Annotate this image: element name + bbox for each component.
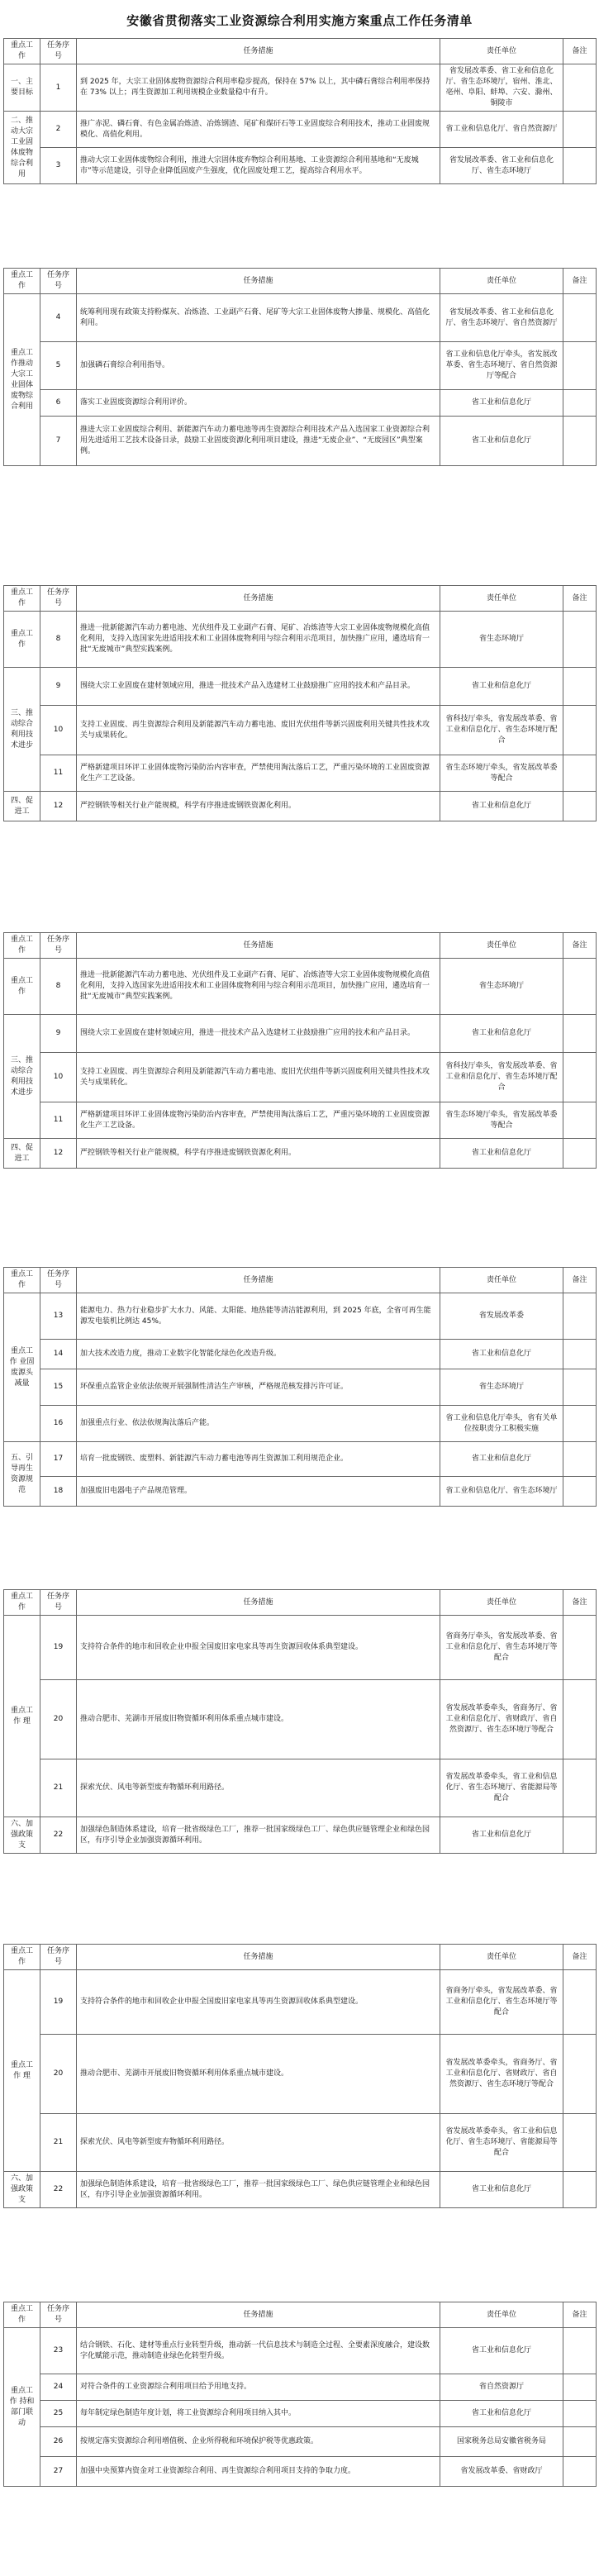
row-unit: 省科技厅牵头，省发展改革委、省工业和信息化厅、省生态环境厅配合	[440, 706, 563, 755]
row-task: 支持符合条件的地市和回收企业申报全国废旧家电家具等再生资源回收体系典型建设。	[77, 1970, 440, 2035]
header-cat: 重点工作	[4, 39, 40, 64]
row-note	[563, 294, 597, 342]
row-note	[563, 1015, 597, 1053]
row-note	[563, 417, 597, 466]
row-unit: 省工业和信息化厅、省生态环境厅	[440, 1477, 563, 1507]
row-category: 四、促进工	[4, 1139, 40, 1169]
header-unit: 责任单位	[440, 1945, 563, 1970]
row-task: 推广赤泥、磷石膏、有色金属冶炼渣、冶炼钢渣、尾矿和煤矸石等工业固废综合利用技术，推动工业固废规模化、高值化利用。	[77, 112, 440, 148]
row-category: 重点工作 业固废源头减量	[4, 1293, 40, 1442]
table-row	[4, 1477, 597, 1507]
row-unit: 省生态环境厅	[440, 1369, 563, 1406]
row-number: 21	[40, 2114, 77, 2172]
row-note	[563, 1406, 597, 1442]
row-task: 推进一批新能源汽车动力蓄电池、光伏组件及工业副产石膏、尾矿、冶炼渣等大宗工业固体废物规模化高值化利用，支持入选国家先进适用技术和工业固体废物利用与综合利用示范项目，加快推广应用，遴选培育一批“无废城市”典型实践案例。	[77, 959, 440, 1015]
table-row	[4, 706, 597, 755]
row-category: 六、加强政策支	[4, 1817, 40, 1854]
row-task: 加强磷石膏综合利用指导。	[77, 342, 440, 390]
header-task: 任务措施	[77, 1590, 440, 1616]
row-task: 结合钢铁、石化、建材等重点行业转型升级，推动新一代信息技术与制造全过程、全要素深度融合，建设数字化赋能示范，推动制造业绿色化转型升级。	[77, 2328, 440, 2374]
row-note	[563, 1680, 597, 1759]
table-row	[4, 2035, 597, 2114]
table-row	[4, 1139, 597, 1169]
header-num: 任务序号	[40, 2302, 77, 2328]
header-unit: 责任单位	[440, 39, 563, 64]
header-num: 任务序号	[40, 1268, 77, 1293]
row-category: 四、促进工	[4, 792, 40, 821]
row-unit: 省生态环境厅牵头，省发展改革委等配合	[440, 1102, 563, 1139]
table-row	[4, 2401, 597, 2427]
header-note: 备注	[563, 2302, 597, 2328]
table-row	[4, 792, 597, 821]
row-category: 一、主要目标	[4, 64, 40, 112]
row-task: 严格新建项目环评工业固体废物污染防治内容审查，严禁使用淘汰落后工艺，严重污染环境的工业固废资源化生产工艺设备。	[77, 755, 440, 792]
table-row	[4, 2427, 597, 2457]
header-unit: 责任单位	[440, 1268, 563, 1293]
table-row	[4, 1406, 597, 1442]
row-note	[563, 112, 597, 148]
row-task: 推动合肥市、芜湖市开展废旧物资循环利用体系重点城市建设。	[77, 2035, 440, 2114]
row-note	[563, 1442, 597, 1477]
header-row	[4, 1590, 597, 1616]
header-unit: 责任单位	[440, 1590, 563, 1616]
row-unit: 省生态环境厅	[440, 612, 563, 668]
row-unit: 省工业和信息化厅	[440, 668, 563, 706]
row-task: 加强绿色制造体系建设，培育一批省级绿色工厂，推荐一批国家级绿色工厂、绿色供应链管理企业和绿色园区，有序引导企业加强资源循环利用。	[77, 2172, 440, 2208]
row-unit: 省工业和信息化厅	[440, 390, 563, 417]
row-note	[563, 390, 597, 417]
table-row	[4, 755, 597, 792]
table-row	[4, 1102, 597, 1139]
row-unit: 省发展改革委、省财政厅	[440, 2457, 563, 2487]
row-task: 探索光伏、风电等新型废弃物循环利用路径。	[77, 2114, 440, 2172]
table-row	[4, 112, 597, 148]
header-task: 任务措施	[77, 586, 440, 612]
row-task: 加强废旧电器电子产品规范管理。	[77, 1477, 440, 1507]
row-task: 按规定落实资源综合利用增值税、企业所得税和环境保护税等优惠政策。	[77, 2427, 440, 2457]
table-row	[4, 2374, 597, 2401]
table-row	[4, 2114, 597, 2172]
row-unit: 省工业和信息化厅、省自然资源厅	[440, 112, 563, 148]
row-task: 支持符合条件的地市和回收企业申报全国废旧家电家具等再生资源回收体系典型建设。	[77, 1616, 440, 1680]
header-cat: 重点工作	[4, 1590, 40, 1616]
row-unit: 国家税务总局安徽省税务局	[440, 2427, 563, 2457]
row-task: 推进一批新能源汽车动力蓄电池、光伏组件及工业副产石膏、尾矿、冶炼渣等大宗工业固体废物规模化高值化利用，支持入选国家先进适用技术和工业固体废物利用与综合利用示范项目，加快推广应用，遴选培育一批“无废城市”典型实践案例。	[77, 612, 440, 668]
row-unit: 省工业和信息化厅	[440, 417, 563, 466]
header-num: 任务序号	[40, 1590, 77, 1616]
row-note	[563, 792, 597, 821]
header-unit: 责任单位	[440, 933, 563, 959]
table-row	[4, 1369, 597, 1406]
task-table	[3, 1267, 597, 1507]
header-row	[4, 1945, 597, 1970]
table-segment-5	[3, 1267, 596, 1507]
header-num: 任务序号	[40, 586, 77, 612]
task-table	[3, 585, 597, 821]
row-unit: 省工业和信息化厅	[440, 1817, 563, 1854]
row-unit: 省工业和信息化厅	[440, 2401, 563, 2427]
table-row	[4, 1817, 597, 1854]
row-unit: 省工业和信息化厅	[440, 2328, 563, 2374]
task-table	[3, 38, 597, 184]
row-unit: 省工业和信息化厅	[440, 1139, 563, 1169]
row-category: 五、引导再生资源规范	[4, 1442, 40, 1507]
row-category: 重点工作 理	[4, 1616, 40, 1817]
row-note	[563, 706, 597, 755]
row-category: 重点工作	[4, 612, 40, 668]
row-task: 能源电力、热力行业稳步扩大水力、风能、太阳能、地热能等清洁能源利用，到 2025 年底，全省可再生能源发电装机比例达 45%。	[77, 1293, 440, 1340]
header-cat: 重点工作	[4, 269, 40, 294]
task-table	[3, 1944, 597, 2208]
table-row	[4, 1759, 597, 1817]
row-task: 推进大宗工业固废综合利用、新能源汽车动力蓄电池等再生资源综合利用技术产品入选国家工业资源综合利用先进适用工艺技术设备目录，鼓励工业固废资源化利用项目建设，推进“无废企业”、“无废园区”典型案例。	[77, 417, 440, 466]
header-note: 备注	[563, 1590, 597, 1616]
row-task: 推动大宗工业固体废物综合利用，推进大宗固体废弃物综合利用基地、工业资源综合利用基地和“无废城市”等示范建设，引导企业降低固废产生强度，优化固废处理工艺，提高综合利用水平。	[77, 148, 440, 184]
row-category: 六、加强政策支	[4, 2172, 40, 2208]
task-table	[3, 2302, 597, 2487]
row-unit: 省工业和信息化厅牵头，省有关单位按职责分工积极实施	[440, 1406, 563, 1442]
row-note	[563, 1477, 597, 1507]
row-note	[563, 2457, 597, 2487]
row-number: 14	[40, 1340, 77, 1369]
row-note	[563, 64, 597, 112]
header-task: 任务措施	[77, 39, 440, 64]
row-note	[563, 1759, 597, 1817]
header-cat: 重点工作	[4, 586, 40, 612]
row-number: 27	[40, 2457, 77, 2487]
row-number: 13	[40, 1293, 77, 1340]
row-number: 20	[40, 2035, 77, 2114]
header-note: 备注	[563, 269, 597, 294]
table-row	[4, 148, 597, 184]
row-number: 19	[40, 1970, 77, 2035]
row-number: 11	[40, 755, 77, 792]
row-unit: 省发展改革委	[440, 1293, 563, 1340]
row-unit: 省工业和信息化厅牵头，省发展改革委、省生态环境厅、省自然资源厅等配合	[440, 342, 563, 390]
header-row	[4, 586, 597, 612]
row-note	[563, 1102, 597, 1139]
row-task: 推动合肥市、芜湖市开展废旧物资循环利用体系重点城市建设。	[77, 1680, 440, 1759]
header-row	[4, 39, 597, 64]
row-number: 3	[40, 148, 77, 184]
row-number: 9	[40, 668, 77, 706]
row-task: 统筹利用现有政策支持粉煤灰、冶炼渣、工业副产石膏、尾矿等大宗工业固体废物大掺量、规模化、高值化利用。	[77, 294, 440, 342]
table-row	[4, 668, 597, 706]
table-row	[4, 959, 597, 1015]
row-note	[563, 1139, 597, 1169]
row-number: 16	[40, 1406, 77, 1442]
row-number: 10	[40, 706, 77, 755]
table-row	[4, 2457, 597, 2487]
header-cat: 重点工作	[4, 933, 40, 959]
row-task: 严控钢铁等相关行业产能规模，科学有序推进废钢铁资源化利用。	[77, 792, 440, 821]
row-note	[563, 1053, 597, 1102]
row-task: 加强中央预算内资金对工业资源综合利用、再生资源综合利用项目支持的争取力度。	[77, 2457, 440, 2487]
row-unit: 省工业和信息化厅	[440, 1340, 563, 1369]
header-note: 备注	[563, 1268, 597, 1293]
table-row	[4, 1053, 597, 1102]
row-number: 17	[40, 1442, 77, 1477]
row-note	[563, 342, 597, 390]
row-note	[563, 1616, 597, 1680]
table-row	[4, 2172, 597, 2208]
row-number: 15	[40, 1369, 77, 1406]
row-note	[563, 668, 597, 706]
table-row	[4, 1015, 597, 1053]
row-note	[563, 2035, 597, 2114]
table-row	[4, 1616, 597, 1680]
header-row	[4, 269, 597, 294]
row-note	[563, 1970, 597, 2035]
row-number: 10	[40, 1053, 77, 1102]
row-note	[563, 1340, 597, 1369]
row-task: 围绕大宗工业固废在建材领域应用，推进一批技术产品入选建材工业鼓励推广应用的技术和产品目录。	[77, 668, 440, 706]
header-num: 任务序号	[40, 269, 77, 294]
row-task: 到 2025 年，大宗工业固体废物资源综合利用率稳步提高，保持在 57% 以上，其中磷石膏综合利用率保持在 73% 以上；再生资源加工利用规模企业数量稳中有升。	[77, 64, 440, 112]
row-number: 11	[40, 1102, 77, 1139]
header-cat: 重点工作	[4, 1268, 40, 1293]
row-task: 落实工业固废资源综合利用评价。	[77, 390, 440, 417]
row-number: 8	[40, 959, 77, 1015]
row-unit: 省商务厅牵头，省发展改革委、省工业和信息化厅、省生态环境厅等配合	[440, 1616, 563, 1680]
row-note	[563, 2328, 597, 2374]
row-note	[563, 2172, 597, 2208]
task-table	[3, 1589, 597, 1854]
table-row	[4, 1293, 597, 1340]
header-unit: 责任单位	[440, 2302, 563, 2328]
row-task: 对符合条件的工业资源综合利用项目给予用地支持。	[77, 2374, 440, 2401]
row-unit: 省发展改革委、省工业和信息化厅、省生态环境厅，宿州、淮北、亳州、阜阳、蚌埠、六安、滁州、铜陵市	[440, 64, 563, 112]
header-num: 任务序号	[40, 39, 77, 64]
row-task: 支持工业固废、再生资源综合利用及新能源汽车动力蓄电池、废旧光伏组件等新兴固废利用关键共性技术攻关与成果转化。	[77, 706, 440, 755]
header-note: 备注	[563, 933, 597, 959]
row-unit: 省发展改革委、省工业和信息化厅、省生态环境厅、省自然资源厅	[440, 294, 563, 342]
row-task: 培育一批废钢铁、废塑料、新能源汽车动力蓄电池等再生资源加工利用规范企业。	[77, 1442, 440, 1477]
row-task: 加强重点行业、依法依规淘汰落后产能。	[77, 1406, 440, 1442]
table-segment-3	[3, 585, 596, 821]
header-note: 备注	[563, 586, 597, 612]
row-number: 5	[40, 342, 77, 390]
row-unit: 省生态环境厅牵头，省发展改革委等配合	[440, 755, 563, 792]
header-task: 任务措施	[77, 1268, 440, 1293]
row-note	[563, 2427, 597, 2457]
row-task: 围绕大宗工业固废在建材领域应用，推进一批技术产品入选建材工业鼓励推广应用的技术和产品目录。	[77, 1015, 440, 1053]
row-category: 重点工作 持和部门联动	[4, 2328, 40, 2487]
table-segment-8	[3, 2302, 596, 2487]
row-number: 8	[40, 612, 77, 668]
header-task: 任务措施	[77, 933, 440, 959]
row-task: 环保重点监管企业依法依规开展强制性清洁生产审核，严格规范核发排污许可证。	[77, 1369, 440, 1406]
table-segment-4	[3, 932, 596, 1169]
row-note	[563, 1293, 597, 1340]
row-number: 22	[40, 2172, 77, 2208]
row-task: 每年制定绿色制造年度计划，将工业资源综合利用项目纳入其中。	[77, 2401, 440, 2427]
row-task: 严控钢铁等相关行业产能规模，科学有序推进废钢铁资源化利用。	[77, 1139, 440, 1169]
row-unit: 省发展改革委牵头，省工业和信息化厅、省生态环境厅、省能源局等配合	[440, 2114, 563, 2172]
table-row	[4, 417, 597, 466]
row-note	[563, 612, 597, 668]
row-category: 重点工作 理	[4, 1970, 40, 2172]
row-number: 20	[40, 1680, 77, 1759]
row-unit: 省科技厅牵头，省发展改革委、省工业和信息化厅、省生态环境厅配合	[440, 1053, 563, 1102]
row-number: 24	[40, 2374, 77, 2401]
row-number: 18	[40, 1477, 77, 1507]
table-row	[4, 294, 597, 342]
row-task: 加强绿色制造体系建设，培育一批省级绿色工厂，推荐一批国家级绿色工厂、绿色供应链管理企业和绿色园区，有序引导企业加强资源循环利用。	[77, 1817, 440, 1854]
row-note	[563, 1817, 597, 1854]
header-task: 任务措施	[77, 1945, 440, 1970]
header-unit: 责任单位	[440, 586, 563, 612]
row-number: 2	[40, 112, 77, 148]
table-segment-6	[3, 1589, 596, 1854]
row-number: 4	[40, 294, 77, 342]
row-unit: 省工业和信息化厅	[440, 2172, 563, 2208]
row-note	[563, 148, 597, 184]
table-segment-2	[3, 268, 596, 466]
row-number: 25	[40, 2401, 77, 2427]
header-num: 任务序号	[40, 1945, 77, 1970]
row-number: 9	[40, 1015, 77, 1053]
row-category: 三、推动综合利用技术进步	[4, 1015, 40, 1139]
table-row	[4, 1680, 597, 1759]
row-number: 23	[40, 2328, 77, 2374]
task-table	[3, 932, 597, 1169]
table-row	[4, 2328, 597, 2374]
row-number: 12	[40, 792, 77, 821]
row-unit: 省发展改革委、省工业和信息化厅、省生态环境厅	[440, 148, 563, 184]
header-num: 任务序号	[40, 933, 77, 959]
row-unit: 省商务厅牵头，省发展改革委、省工业和信息化厅、省生态环境厅等配合	[440, 1970, 563, 2035]
row-unit: 省工业和信息化厅	[440, 792, 563, 821]
header-cat: 重点工作	[4, 2302, 40, 2328]
row-number: 22	[40, 1817, 77, 1854]
table-row	[4, 390, 597, 417]
table-row	[4, 64, 597, 112]
row-category: 重点工作	[4, 959, 40, 1015]
row-number: 19	[40, 1616, 77, 1680]
row-number: 21	[40, 1759, 77, 1817]
row-unit: 省发展改革委牵头，省商务厅、省工业和信息化厅、省财政厅、省自然资源厅、省生态环境厅等配合	[440, 1680, 563, 1759]
row-unit: 省发展改革委牵头，省商务厅、省工业和信息化厅、省财政厅、省自然资源厅、省生态环境厅等配合	[440, 2035, 563, 2114]
row-unit: 省工业和信息化厅	[440, 1442, 563, 1477]
table-row	[4, 1970, 597, 2035]
header-task: 任务措施	[77, 269, 440, 294]
table-row	[4, 612, 597, 668]
row-note	[563, 2401, 597, 2427]
row-number: 12	[40, 1139, 77, 1169]
row-task: 探索光伏、风电等新型废弃物循环利用路径。	[77, 1759, 440, 1817]
row-unit: 省自然资源厅	[440, 2374, 563, 2401]
row-unit: 省工业和信息化厅	[440, 1015, 563, 1053]
row-task: 支持工业固废、再生资源综合利用及新能源汽车动力蓄电池、废旧光伏组件等新兴固废利用关键共性技术攻关与成果转化。	[77, 1053, 440, 1102]
header-unit: 责任单位	[440, 269, 563, 294]
row-task: 加大技术改造力度，推动工业数字化智能化绿色化改造升级。	[77, 1340, 440, 1369]
header-task: 任务措施	[77, 2302, 440, 2328]
row-category: 三、推动综合利用技术进步	[4, 668, 40, 792]
row-note	[563, 755, 597, 792]
row-category: 二、推动大宗工业固体废物综合利用	[4, 112, 40, 184]
row-unit: 省发展改革委牵头，省工业和信息化厅、省生态环境厅、省能源局等配合	[440, 1759, 563, 1817]
row-note	[563, 2374, 597, 2401]
table-segment-1	[3, 38, 596, 184]
header-row	[4, 933, 597, 959]
header-note: 备注	[563, 39, 597, 64]
row-task: 严格新建项目环评工业固体废物污染防治内容审查，严禁使用淘汰落后工艺，严重污染环境的工业固废资源化生产工艺设备。	[77, 1102, 440, 1139]
table-row	[4, 342, 597, 390]
header-row	[4, 1268, 597, 1293]
page-title: 安徽省贯彻落实工业资源综合利用实施方案重点工作任务清单	[126, 13, 473, 28]
row-unit: 省生态环境厅	[440, 959, 563, 1015]
task-table	[3, 268, 597, 466]
row-note	[563, 2114, 597, 2172]
table-row	[4, 1442, 597, 1477]
row-category: 重点工作推动大宗工业固体废物综合利用	[4, 294, 40, 466]
row-number: 26	[40, 2427, 77, 2457]
header-cat: 重点工作	[4, 1945, 40, 1970]
row-note	[563, 1369, 597, 1406]
row-note	[563, 959, 597, 1015]
row-number: 7	[40, 417, 77, 466]
header-note: 备注	[563, 1945, 597, 1970]
row-number: 1	[40, 64, 77, 112]
header-row	[4, 2302, 597, 2328]
table-row	[4, 1340, 597, 1369]
row-number: 6	[40, 390, 77, 417]
table-segment-7	[3, 1944, 596, 2208]
